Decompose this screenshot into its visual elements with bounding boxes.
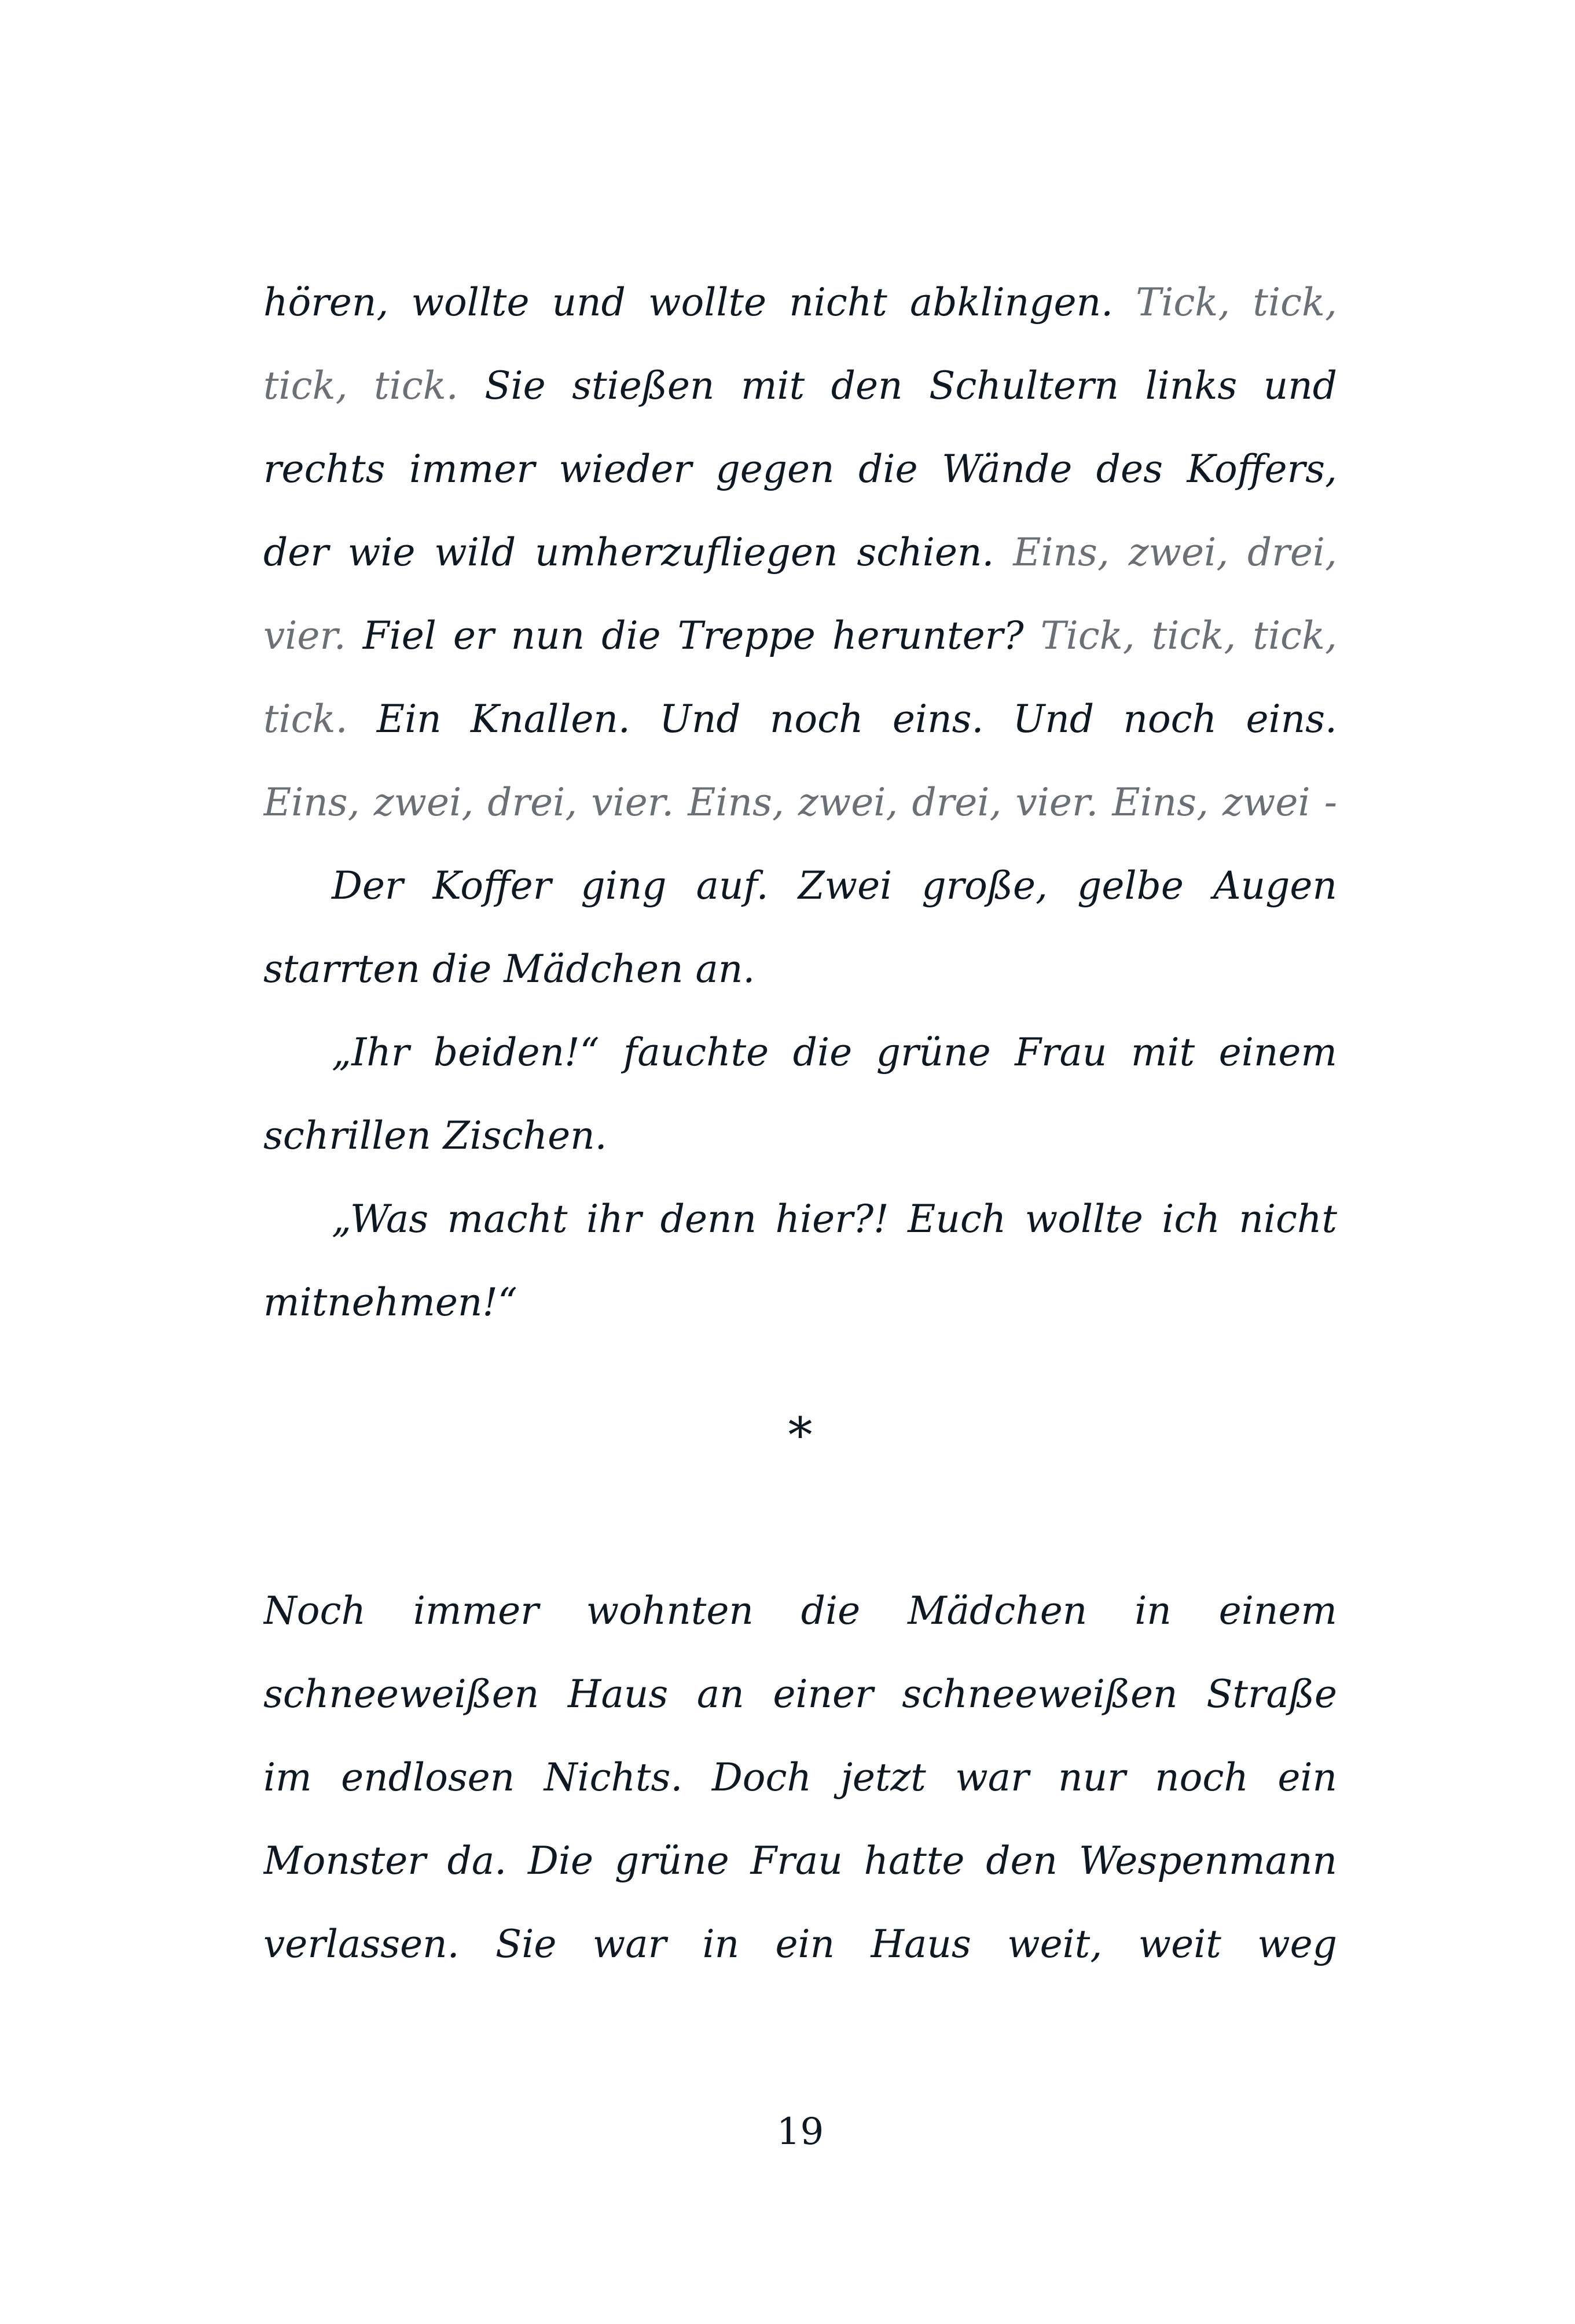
text-run: Ein Knallen. Und noch eins. Und noch eins.	[347, 697, 1337, 741]
text-line	[263, 344, 1337, 428]
text-line	[263, 511, 1337, 594]
text-run: schneeweißen Haus an einer schneeweißen Straße	[263, 1672, 1337, 1716]
text-line	[263, 1736, 1337, 1819]
text-run: der wie wild umherzufliegen schien.	[263, 530, 1014, 575]
text-line	[263, 844, 1337, 928]
text-run: Noch immer wohnten die Mädchen in einem	[263, 1588, 1337, 1633]
text-block	[263, 261, 1337, 1986]
text-run: Fiel er nun die Treppe herunter?	[346, 613, 1041, 658]
faded-text-run: Eins, zwei, drei, vier. Eins, zwei, drei, vier. Eins, zwei -	[263, 780, 1337, 825]
text-run: „Was macht ihr denn hier?! Euch wollte ich nicht	[332, 1197, 1337, 1241]
text-line	[263, 1178, 1337, 1261]
text-run: im endlosen Nichts. Doch jetzt war nur noch ein	[263, 1755, 1337, 1800]
section-separator	[263, 1393, 1337, 1477]
text-run: Der Koffer ging auf. Zwei große, gelbe Augen	[332, 863, 1337, 908]
paragraph	[263, 1569, 1337, 1986]
text-run: verlassen. Sie war in ein Haus weit, weit weg	[263, 1922, 1337, 1966]
text-run: hören, wollte und wollte nicht abklingen.	[263, 280, 1136, 325]
faded-text-run: Tick, tick, tick,	[1040, 613, 1337, 658]
text-run: schrillen Zischen.	[263, 1113, 607, 1158]
faded-text-run: Tick, tick,	[1136, 280, 1337, 325]
text-line	[263, 428, 1337, 511]
text-run: Monster da. Die grüne Frau hatte den Wespenmann	[263, 1838, 1337, 1883]
faded-text-run: Eins, zwei, drei,	[1013, 530, 1337, 575]
faded-text-run: vier.	[263, 613, 346, 658]
text-run: rechts immer wieder gegen die Wände des Koffers,	[263, 447, 1337, 491]
text-line	[263, 761, 1337, 844]
faded-text-run: tick, tick.	[263, 363, 458, 408]
paragraph	[263, 261, 1337, 844]
text-line	[263, 1653, 1337, 1736]
paragraph	[263, 844, 1337, 1011]
text-line	[263, 1569, 1337, 1653]
text-run: „Ihr beiden!“ fauchte die grüne Frau mit einem	[332, 1030, 1337, 1075]
faded-text-run: tick.	[263, 697, 348, 741]
text-run: starrten die Mädchen an.	[263, 947, 755, 991]
paragraph	[263, 1011, 1337, 1178]
text-run: mitnehmen!“	[263, 1280, 517, 1325]
paragraph	[263, 1178, 1337, 1344]
text-line	[263, 261, 1337, 344]
text-line	[263, 1094, 1337, 1178]
text-line	[263, 594, 1337, 678]
asterisk-glyph: *	[788, 1407, 813, 1463]
page-number: 19	[776, 2110, 824, 2153]
text-line	[263, 1011, 1337, 1094]
text-line	[263, 928, 1337, 1011]
text-line	[263, 1261, 1337, 1344]
text-line	[263, 678, 1337, 761]
text-line	[263, 1819, 1337, 1903]
text-line	[263, 1903, 1337, 1986]
text-run: Sie stießen mit den Schultern links und	[458, 363, 1337, 408]
